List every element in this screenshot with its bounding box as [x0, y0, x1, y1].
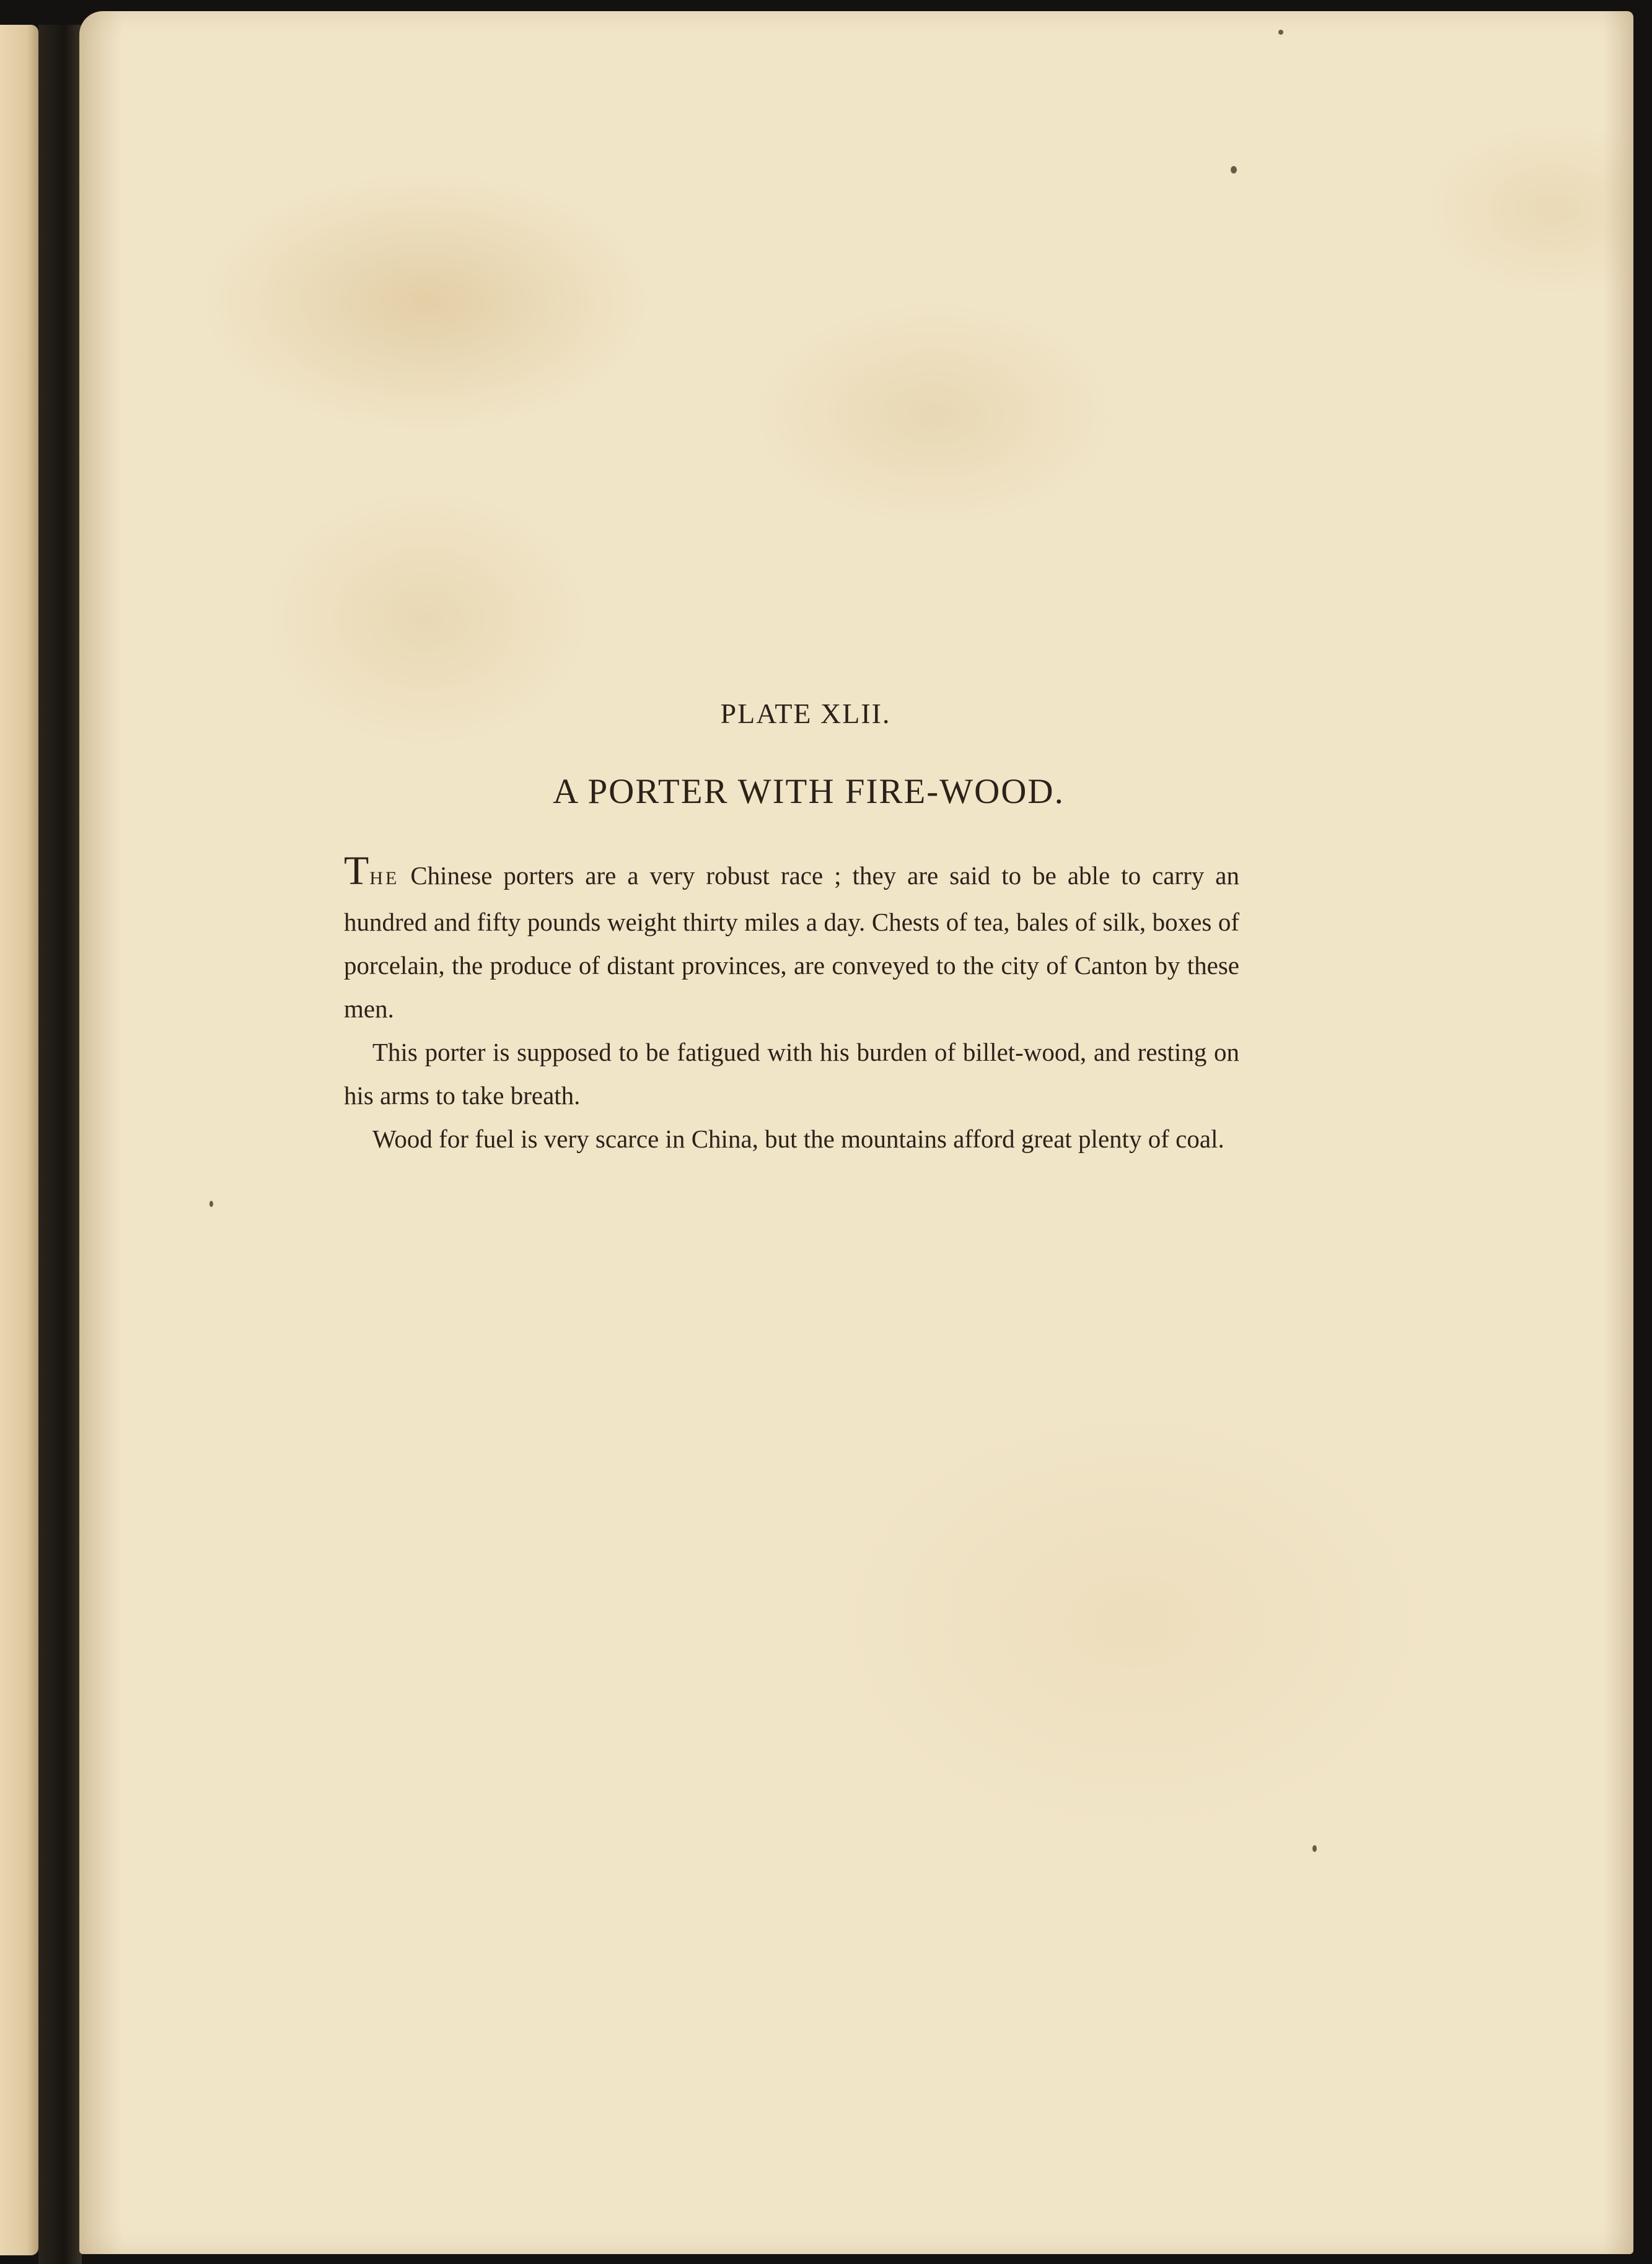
paper-speck [209, 1201, 213, 1207]
paper-speck [1278, 30, 1283, 35]
drop-cap: T [344, 848, 370, 893]
body-text [344, 848, 1239, 1161]
paragraph: This porter is supposed to be fatigued with his burden of billet-wood, and resting on his arms to take breath. [344, 1038, 1239, 1110]
paper-speck [1312, 1845, 1317, 1852]
book-gutter [38, 25, 82, 2264]
previous-page-edge [0, 25, 38, 2255]
paragraph: Wood for fuel is very scarce in China, but the mountains afford great plenty of coal. [372, 1125, 1224, 1153]
small-caps: HE [369, 868, 400, 888]
paragraph [344, 848, 1239, 1030]
plate-number: PLATE XLII. [720, 698, 891, 729]
page-title: A PORTER WITH FIRE-WOOD. [553, 772, 1065, 811]
paper-speck [1231, 166, 1237, 173]
paragraph-text: Chinese porters are a very robust race ; they are said to be able to carry an hundred and fifty pounds weight thirty miles a day. Chests of tea, bales of silk, boxes of porcelain, the produce of distant provinces, are conveyed to the city of Canton by these men. [344, 861, 1239, 1023]
